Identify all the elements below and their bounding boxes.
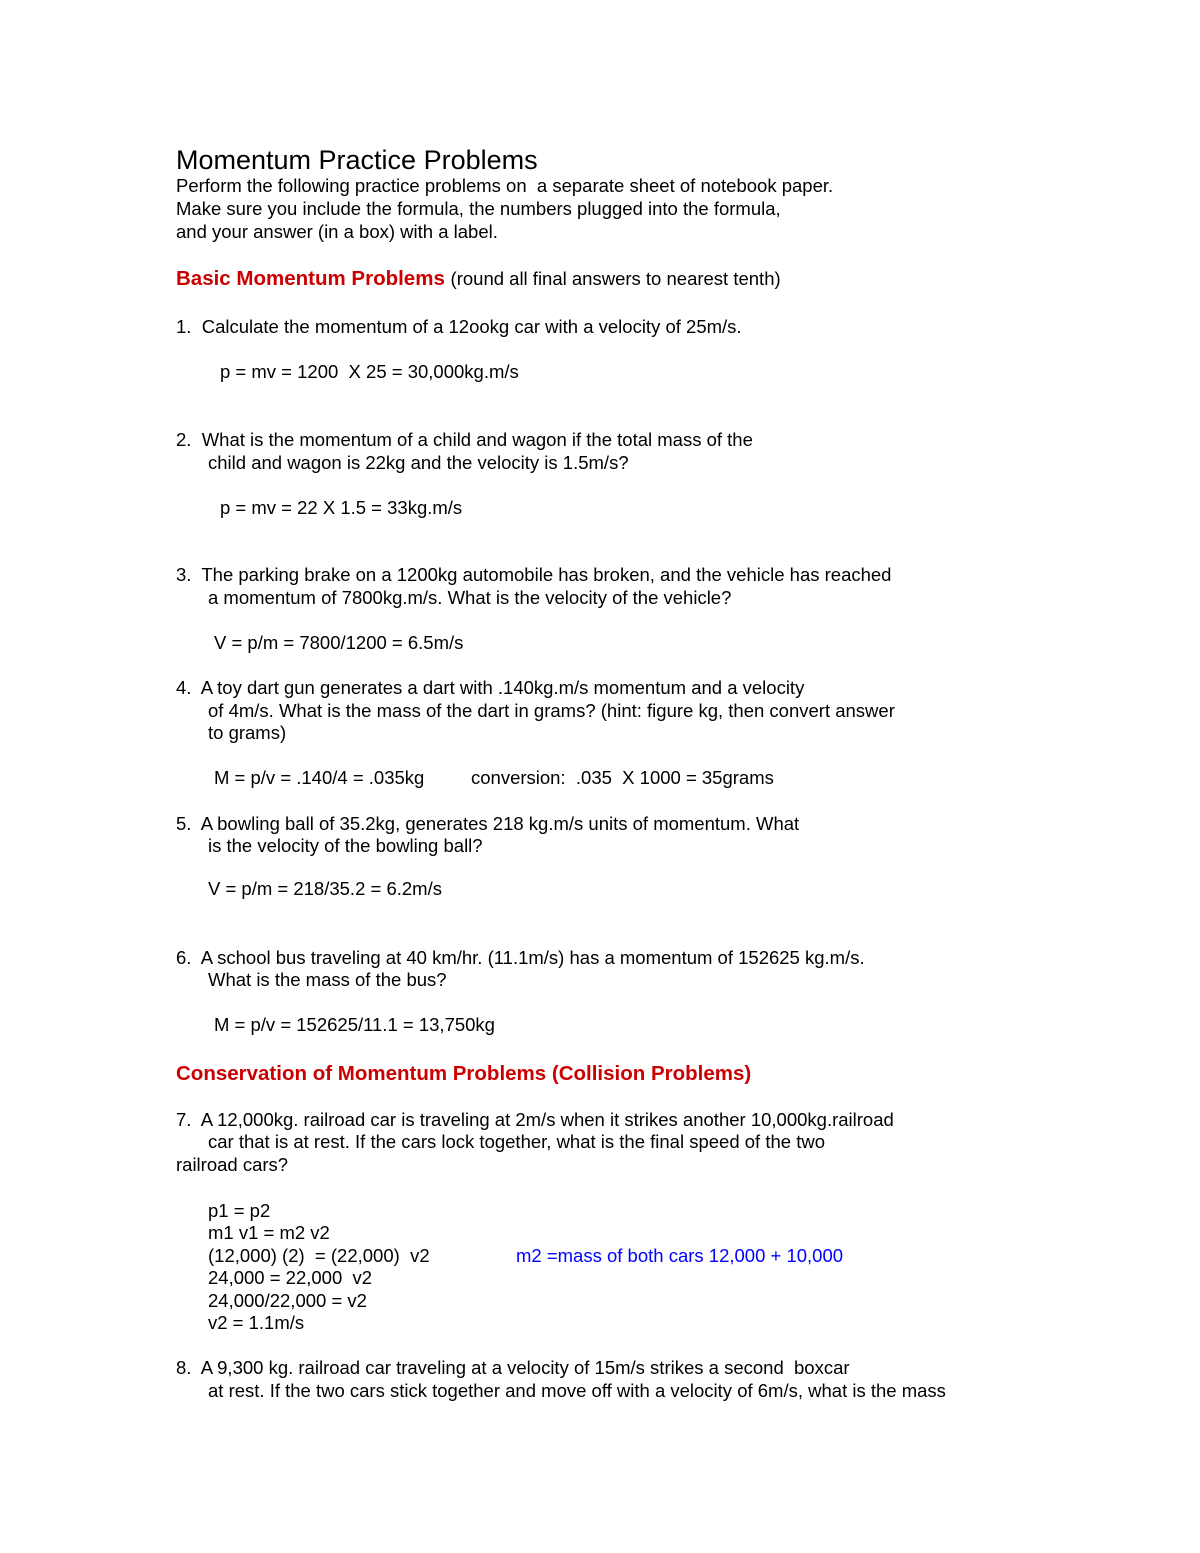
section-heading-conservation: Conservation of Momentum Problems (Collision Problems) <box>176 1062 752 1085</box>
problem-5-line: is the velocity of the bowling ball? <box>208 835 483 856</box>
section-heading-basic <box>176 266 781 292</box>
problem-4-line: to grams) <box>208 722 287 743</box>
problem-7-work: 24,000 = 22,000 v2 <box>208 1267 373 1288</box>
problem-5-answer: V = p/m = 218/35.2 = 6.2m/s <box>208 878 442 899</box>
problem-2-line: child and wagon is 22kg and the velocity is 1.5m/s? <box>208 452 629 473</box>
problem-7-line: railroad cars? <box>176 1154 289 1175</box>
problem-3-line: 3. The parking brake on a 1200kg automobile has broken, and the vehicle has reached <box>176 564 892 585</box>
page-title: Momentum Practice Problems <box>176 145 538 175</box>
problem-7-note: m2 =mass of both cars 12,000 + 10,000 <box>516 1245 844 1266</box>
intro-line: Make sure you include the formula, the numbers plugged into the formula, <box>176 198 781 219</box>
problem-7-work: 24,000/22,000 = v2 <box>208 1290 367 1311</box>
problem-2-answer: p = mv = 22 X 1.5 = 33kg.m/s <box>220 497 463 518</box>
intro-line: Perform the following practice problems on a separate sheet of notebook paper. <box>176 175 834 196</box>
problem-4-answer: M = p/v = .140/4 = .035kg <box>214 767 425 788</box>
problem-7-work: v2 = 1.1m/s <box>208 1312 305 1333</box>
problem-4-conversion: conversion: .035 X 1000 = 35grams <box>471 767 774 788</box>
problem-2-line: 2. What is the momentum of a child and wagon if the total mass of the <box>176 429 753 450</box>
problem-7-work: (12,000) (2) = (22,000) v2 <box>208 1245 430 1266</box>
problem-1-answer: p = mv = 1200 X 25 = 30,000kg.m/s <box>220 361 519 382</box>
problem-3-answer: V = p/m = 7800/1200 = 6.5m/s <box>214 632 464 653</box>
section-heading-note: (round all final answers to nearest tenth) <box>450 268 781 289</box>
problem-5-line: 5. A bowling ball of 35.2kg, generates 218 kg.m/s units of momentum. What <box>176 813 800 834</box>
section-heading-text: Basic Momentum Problems <box>176 267 445 290</box>
problem-4-line: 4. A toy dart gun generates a dart with .140kg.m/s momentum and a velocity <box>176 677 805 698</box>
problem-8-line: at rest. If the two cars stick together and move off with a velocity of 6m/s, what is the mass <box>208 1380 946 1401</box>
problem-7-line: 7. A 12,000kg. railroad car is traveling at 2m/s when it strikes another 10,000kg.railroad <box>176 1109 894 1130</box>
problem-6-line: 6. A school bus traveling at 40 km/hr. (11.1m/s) has a momentum of 152625 kg.m/s. <box>176 947 865 968</box>
problem-4-line: of 4m/s. What is the mass of the dart in grams? (hint: figure kg, then convert answer <box>208 700 895 721</box>
problem-7-line: car that is at rest. If the cars lock together, what is the final speed of the two <box>208 1131 825 1152</box>
problem-1-line: 1. Calculate the momentum of a 12ookg car with a velocity of 25m/s. <box>176 316 742 337</box>
problem-7-work: p1 = p2 <box>208 1200 271 1221</box>
problem-8-line: 8. A 9,300 kg. railroad car traveling at a velocity of 15m/s strikes a second boxcar <box>176 1357 850 1378</box>
problem-6-answer: M = p/v = 152625/11.1 = 13,750kg <box>214 1014 495 1035</box>
problem-6-line: What is the mass of the bus? <box>208 969 447 990</box>
problem-7-work: m1 v1 = m2 v2 <box>208 1222 330 1243</box>
intro-line: and your answer (in a box) with a label. <box>176 221 498 242</box>
problem-3-line: a momentum of 7800kg.m/s. What is the velocity of the vehicle? <box>208 587 732 608</box>
